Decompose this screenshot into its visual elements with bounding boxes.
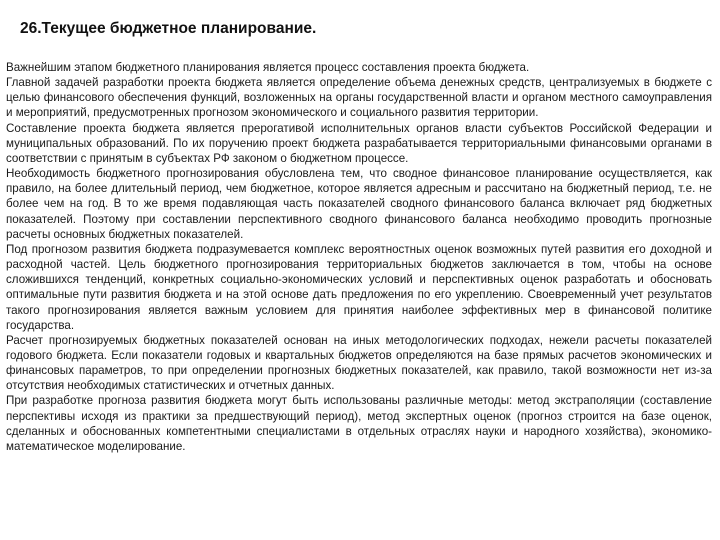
slide-title: 26.Текущее бюджетное планирование. [20, 20, 317, 37]
paragraph-7: При разработке прогноза развития бюджета могут быть использованы различные методы: метод экстраполяции (составление перспективы исходя из практики за предшествующий период), метод экспертных оценок (прогноз строится на базе оценок, сделанных и обоснованных компетентными специалистами в отдельных отраслях науки и народного хозяйства), экономико-математическое моделирование. [6, 394, 712, 453]
paragraph-1: Важнейшим этапом бюджетного планирования является процесс составления проекта бюджета. [6, 61, 530, 74]
slide-body [6, 60, 712, 454]
paragraph-4: Необходимость бюджетного прогнозирования обусловлена тем, что сводное финансовое планирование осуществляется, как правило, на более длительный период, чем бюджетное, которое является адресным и рассчитано на бюджетный период, т.е. не более чем на год. В то же время подавляющая часть показателей сводного финансового баланса включает ряд бюджетных показателей. Поэтому при составлении перспективного сводного финансового баланса необходимо проводить прогнозные расчеты основных бюджетных показателей. [6, 167, 712, 241]
paragraph-6: Расчет прогнозируемых бюджетных показателей основан на иных методологических подходах, нежели расчеты показателей годового бюджета. Если показатели годовых и квартальных бюджетов определяются на базе прямых расчетов экономических и финансовых параметров, то при определении прогнозных бюджетных показателей, как правило, такой возможности нет из-за отсутствия необходимых статистических и отчетных данных. [6, 333, 712, 393]
paragraph-5: Под прогнозом развития бюджета подразумевается комплекс вероятностных оценок возможных путей развития его доходной и расходной частей. Цель бюджетного прогнозирования территориальных бюджетов заключается в том, чтобы на основе сложившихся тенденций, конкретных социально-экономических условий и перспективных оценок разработать и обосновать оптимальные пути развития бюджета и на этой основе дать предложения по его укреплению. Своевременный учет результатов такого прогнозирования является важным условием для принятия наиболее эффективных мер в финансовой политике государства. [6, 242, 712, 332]
paragraph-3: Составление проекта бюджета является прерогативой исполнительных органов власти субъектов Российской Федерации и муниципальных образований. По их поручению проект бюджета разрабатывается территориальными финансовыми органами в соответствии с принятым в субъектах РФ законом о бюджетном процессе. [6, 121, 712, 165]
paragraph-2: Главной задачей разработки проекта бюджета является определение объема денежных средств, централизуемых в бюджете с целью финансового обеспечения функций, возложенных на органы государственной власти и органом местного самоуправления и мероприятий, предусмотренных прогнозом экономического и социального развития территории. [6, 76, 712, 120]
